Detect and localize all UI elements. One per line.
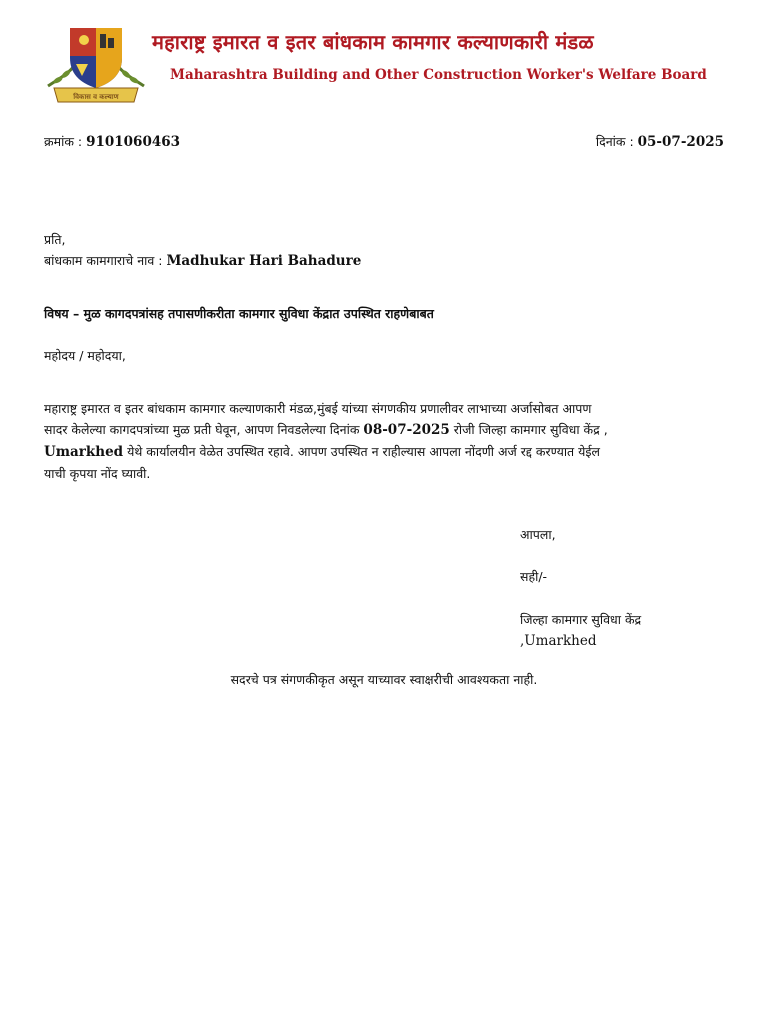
letter-body <box>44 398 704 484</box>
appointment-date: 08-07-2025 <box>363 422 450 438</box>
board-emblem-logo <box>40 28 152 106</box>
body-line-3 <box>44 441 704 463</box>
center-name: Umarkhed <box>44 444 124 460</box>
body-line-2-text: सादर केलेल्या कागदपत्रांच्या मुळ प्रती घेवून, आपण निवडलेल्या दिनांक <box>44 422 364 437</box>
recipient-name-line <box>44 251 361 272</box>
letterhead <box>0 0 768 110</box>
recipient-prefix: प्रति, <box>44 232 66 247</box>
recipient-name-label: बांधकाम कामगाराचे नाव : <box>44 253 167 268</box>
body-line-1: महाराष्ट्र इमारत व इतर बांधकाम कामगार कल्याणकारी मंडळ,मुंबई यांच्या संगणकीय प्रणालीवर लाभाच्या अर्जासोबत आपण <box>44 401 592 416</box>
body-line-2 <box>44 419 704 441</box>
signature-mark: सही/- <box>520 569 548 584</box>
letter-subject: विषय – मुळ कागदपत्रांसह तपासणीकरीता कामगार सुविधा केंद्रात उपस्थित राहणेबाबत <box>44 306 434 321</box>
reference-label: क्रमांक : <box>44 134 87 149</box>
computer-generated-note: सदरचे पत्र संगणकीकृत असून याच्यावर स्वाक्षरीची आवश्यकता नाही. <box>230 672 538 687</box>
salutation: महोदय / महोदया, <box>44 348 126 363</box>
board-title-marathi: महाराष्ट्र इमारत व इतर बांधकाम कामगार कल्याणकारी मंडळ <box>152 30 594 54</box>
body-line-4: याची कृपया नोंद घ्यावी. <box>44 466 151 481</box>
board-title-english: Maharashtra Building and Other Construction Worker's Welfare Board <box>170 67 707 83</box>
reference-value: 9101060463 <box>86 134 181 150</box>
logo-banner-text: विकास व कल्याण <box>73 93 119 101</box>
issuing-office: जिल्हा कामगार सुविधा केंद्र <box>520 612 642 627</box>
reference-number <box>44 132 180 153</box>
body-line-3-text: येथे कार्यालयीन वेळेत उपस्थित रहावे. आपण उपस्थित न राहील्यास आपला नोंदणी अर्ज रद्द करण्यात येईल <box>123 444 601 459</box>
date-value: 05-07-2025 <box>637 134 724 150</box>
issuing-office-place: ,Umarkhed <box>520 633 597 649</box>
letter-date <box>596 132 724 153</box>
body-line-2-tail: रोजी जिल्हा कामगार सुविधा केंद्र , <box>449 422 608 437</box>
date-label: दिनांक : <box>595 134 638 149</box>
closing-yours: आपला, <box>520 527 556 542</box>
recipient-name-value: Madhukar Hari Bahadure <box>166 253 362 269</box>
